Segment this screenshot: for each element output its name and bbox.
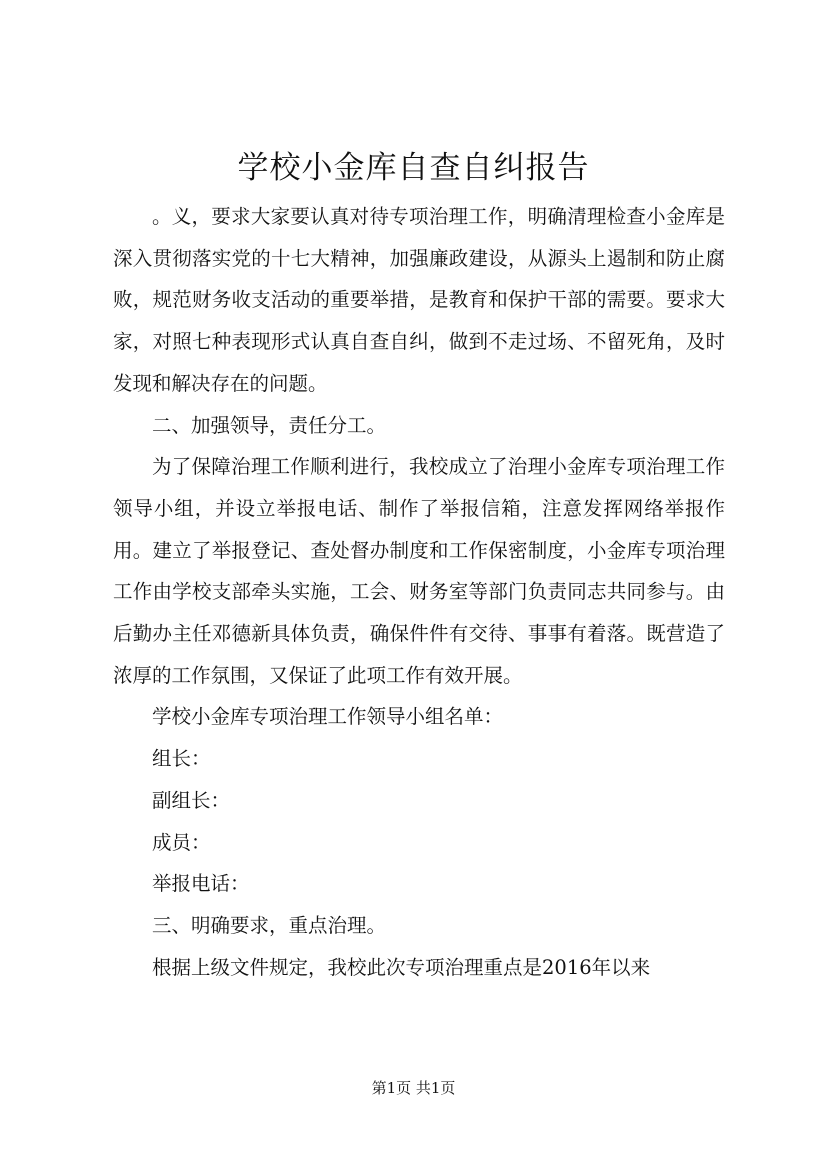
leadership-group-list-heading: 学校小金库专项治理工作领导小组名单： bbox=[152, 705, 504, 729]
paragraph-leadership: 为了保障治理工作顺利进行，我校成立了治理小金库专项治理工作领导小组，并设立举报电话、制作了举报信箱，注意发挥网络举报作用。建立了举报登记、查处督办制度和工作保密制度，小金库专项治理工作由学校支部牵头实施，工会、财务室等部门负责同志共同参与。由后勤办主任邓德新具体负责，确保件件有交待、事事有着落。既营造了浓厚的工作氛围，又保证了此项工作有效开展。 bbox=[113, 455, 725, 687]
group-leader-line: 组长： bbox=[152, 747, 211, 771]
members-line: 成员： bbox=[152, 830, 211, 854]
paragraph-intro: 。义，要求大家要认真对待专项治理工作，明确清理检查小金库是深入贯彻落实党的十七大精神，加强廉政建设，从源头上遏制和防止腐败，规范财务收支活动的重要举措，是教育和保护干部的需要。要求大家，对照七种表现形式认真自查自纠，做到不走过场、不留死角，及时发现和解决存在的问题。 bbox=[113, 205, 725, 395]
report-phone-line: 举报电话： bbox=[152, 872, 250, 896]
paragraph-requirements: 根据上级文件规定，我校此次专项治理重点是2016年以来 bbox=[152, 955, 651, 979]
document-title: 学校小金库自查自纠报告 bbox=[237, 150, 590, 186]
section-heading-requirements: 三、明确要求，重点治理。 bbox=[152, 913, 387, 937]
section-heading-leadership: 二、加强领导，责任分工。 bbox=[152, 413, 387, 437]
page-number-footer: 第1页 共1页 bbox=[371, 1079, 456, 1097]
deputy-leader-line: 副组长： bbox=[152, 788, 231, 812]
document-body bbox=[113, 196, 725, 988]
